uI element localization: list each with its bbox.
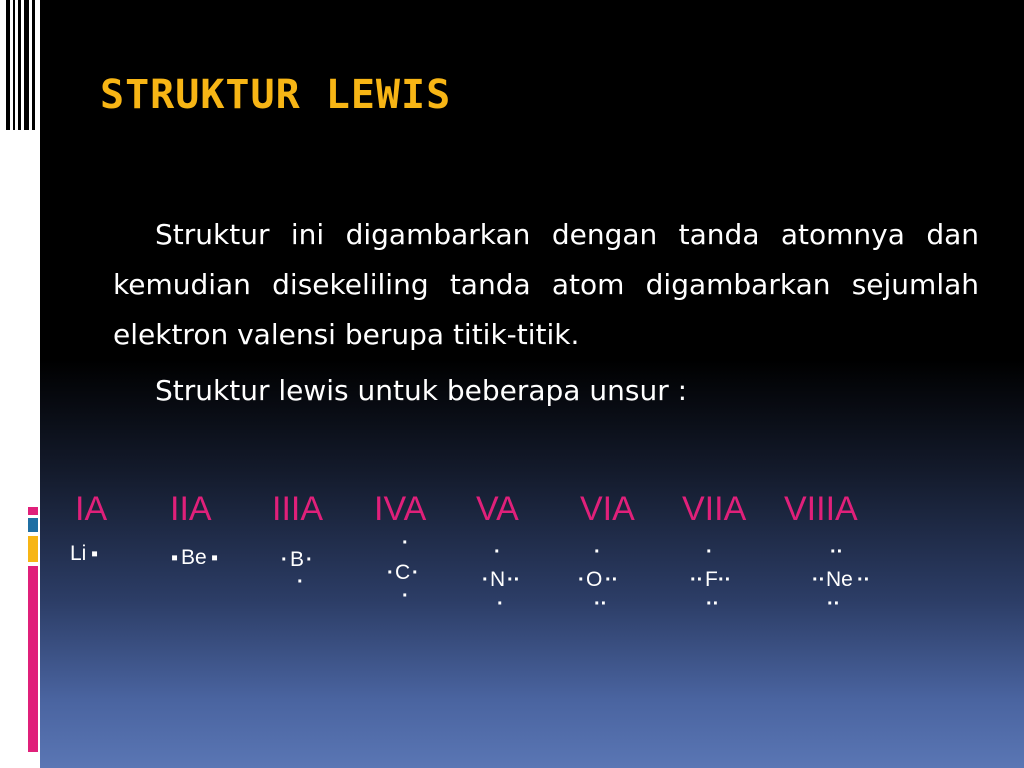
electron-dot: · [497, 593, 504, 615]
electron-dot: · [281, 549, 288, 571]
body-paragraph: Struktur ini digambarkan dengan tanda atomnya dan kemudian disekeliling tanda atom digambarkan sejumlah elektron valensi berupa titik-titik. [113, 218, 979, 351]
electron-dot: ·· [827, 593, 841, 615]
electron-dot: ·· [830, 541, 844, 563]
group-label-viiia: VIIIA [784, 490, 858, 528]
electron-dot: · [494, 541, 501, 563]
electron-dot: ▪ [171, 547, 179, 569]
electron-dot: ·· [690, 569, 704, 591]
group-label-va: VA [476, 490, 519, 528]
electron-dot: · [706, 541, 713, 563]
slide-title: STRUKTUR LEWIS [100, 72, 452, 118]
electron-dot: · [306, 549, 313, 571]
electron-dot: · [594, 541, 601, 563]
group-label-ia: IA [75, 490, 108, 528]
electron-dot: ·· [718, 569, 732, 591]
group-label-via: VIA [580, 490, 635, 528]
element-symbol-li: Li [70, 542, 87, 565]
electron-dot: · [297, 571, 304, 593]
electron-dot: ▪ [91, 543, 99, 565]
element-symbol-b: B [290, 548, 305, 571]
electron-dot: ·· [706, 593, 720, 615]
electron-dot: ·· [812, 569, 826, 591]
element-symbol-be: Be [181, 546, 207, 569]
element-symbol-c: C [395, 561, 411, 584]
element-symbol-o: O [586, 568, 603, 591]
electron-dot: · [402, 585, 409, 607]
element-symbol-f: F [705, 568, 718, 591]
group-label-iva: IVA [374, 490, 427, 528]
element-symbol-ne: Ne [826, 568, 853, 591]
electron-dot: ·· [594, 593, 608, 615]
group-label-iia: IIA [170, 490, 212, 528]
electron-dot: ·· [507, 569, 521, 591]
electron-dot: ▪ [211, 547, 219, 569]
body-paragraph-lewis-intro: Struktur lewis untuk beberapa unsur : [155, 374, 688, 407]
electron-dot: · [387, 562, 394, 584]
electron-dot: · [482, 569, 489, 591]
electron-dot: · [402, 532, 409, 554]
electron-dot: · [578, 569, 585, 591]
slide-body [113, 210, 979, 416]
electron-dot: ·· [605, 569, 619, 591]
group-label-iiia: IIIA [272, 490, 324, 528]
electron-dot: ·· [857, 569, 871, 591]
electron-dot: · [412, 562, 419, 584]
element-symbol-n: N [490, 568, 506, 591]
group-label-viia: VIIA [682, 490, 747, 528]
top-left-decoration [0, 0, 40, 140]
